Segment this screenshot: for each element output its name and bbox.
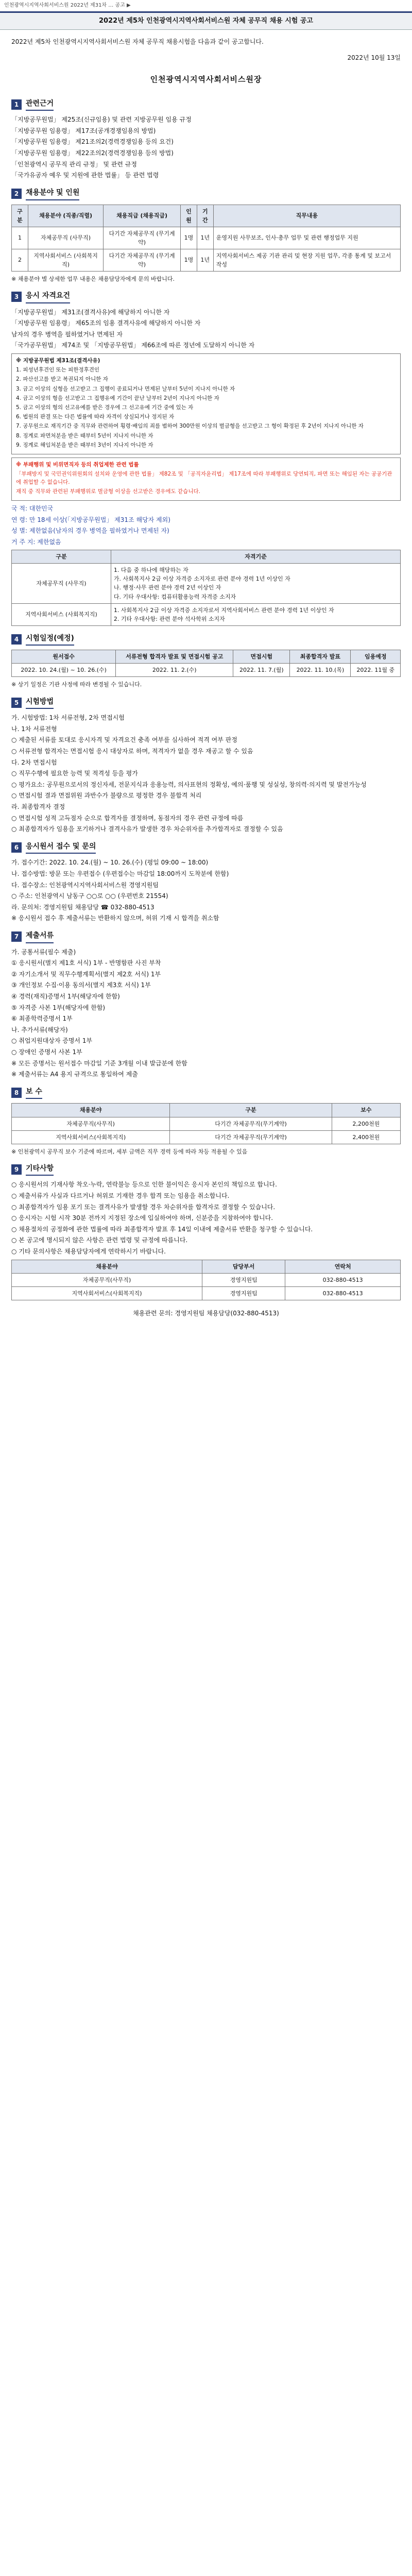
table-cell: 지역사회서비스 (사회복지직)	[12, 603, 111, 625]
table-cell: 1. 사회복지사 2급 이상 자격증 소지자로서 지역사회서비스 관련 분야 경력 1년 이상인 자 2. 기타 우대사항: 관련 분야 석사학위 소지자	[111, 603, 400, 625]
table-cell: 지역사회서비스(사회복지직)	[12, 1130, 170, 1144]
table-cell: 032-880-4513	[285, 1273, 401, 1286]
section-6-header: 6 응시원서 접수 및 문의	[11, 841, 401, 854]
section-2-header: 2 채용분야 및 인원	[11, 188, 401, 200]
list-item: ② 자기소개서 및 직무수행계획서(별지 제2호 서식) 1부	[11, 970, 161, 978]
list-item: ○ 면접시험 결과 면접위원 과반수가 불량으로 평정한 경우 불합격 처리	[11, 792, 202, 800]
list-item: ○ 응시원서의 기재사항 착오·누락, 연락불능 등으로 인한 불이익은 응시자 본인의 책임으로 합니다.	[11, 1181, 277, 1189]
table-cell: 1	[12, 227, 28, 249]
section-7-title: 제출서류	[26, 930, 54, 943]
list-item: 4. 금고 이상의 형을 선고받고 그 집행유예 기간이 끝난 날부터 2년이 지나지 아니한 자	[16, 395, 219, 401]
table-cell: 자체공무직 (사무직)	[28, 227, 103, 249]
section-9-title: 기타사항	[26, 1163, 54, 1176]
table-row	[12, 1130, 401, 1144]
table-row	[12, 227, 401, 249]
contact-table	[11, 1260, 401, 1300]
list-item: ○ 본 공고에 명시되지 않은 사항은 관련 법령 및 규정에 따릅니다.	[11, 1236, 188, 1244]
table-cell: 다기간 자체공무직(무기계약)	[170, 1117, 332, 1130]
table-header-cell: 담당부서	[202, 1260, 285, 1273]
section-6-list	[11, 858, 401, 923]
corruption-box	[11, 457, 401, 501]
list-item: 성 별: 제한없음(남자의 경우 병역을 필하였거나 면제된 자)	[11, 527, 169, 535]
list-item: ① 응시원서(별지 제1호 서식) 1부 - 반명함판 사진 부착	[11, 959, 161, 967]
table-cell: 운영지원 사무보조, 인사·총무 업무 및 관련 행정업무 지원	[213, 227, 400, 249]
agency-name: 인천광역시지역사회서비스원장	[150, 75, 262, 84]
list-item: 「지방공무원 임용령」 제65조의 임용 결격사유에 해당하지 아니한 자	[11, 319, 201, 327]
list-item: ○ 채용절차의 공정화에 관한 법률에 따라 최종합격자 발표 후 14일 이내에 제출서류 반환을 청구할 수 있습니다.	[11, 1225, 313, 1233]
table-header-cell: 채용분야 (직종/직렬)	[28, 205, 103, 227]
table-cell: 2,200천원	[332, 1117, 400, 1130]
list-item: ○ 제출된 서류를 토대로 응시자격 및 자격요건 충족 여부를 심사하여 적격 여부 판정	[11, 736, 237, 744]
table-cell: 032-880-4513	[285, 1286, 401, 1300]
recruitment-table	[11, 205, 401, 272]
list-item: 「인천광역시 공무직 관리 규정」 및 관련 규정	[11, 160, 137, 168]
list-item: 「지방공무원법」 제25조(신규임용) 및 관련 지방공무원 임용 규정	[11, 116, 192, 124]
table-cell: 1년	[197, 249, 213, 271]
table-cell: 1명	[180, 227, 197, 249]
table-cell: 2,400천원	[332, 1130, 400, 1144]
list-item: 재직 중 직무와 관련된 부패행위로 벌금형 이상을 선고받은 경우에도 같습니다.	[16, 488, 200, 495]
table-row	[12, 1273, 401, 1286]
list-item: ○ 직무수행에 필요한 능력 및 적격성 등을 평가	[11, 770, 138, 777]
section-9-header: 9 기타사항	[11, 1163, 401, 1176]
list-item: ○ 면접시험 성적 고득점자 순으로 합격자를 결정하며, 동점자의 경우 관련 규정에 따름	[11, 814, 244, 822]
list-item: ○ 최종합격자가 임용을 포기하거나 결격사유가 발생한 경우 차순위자를 추가합격자로 결정할 수 있음	[11, 825, 283, 833]
table-cell: 2022. 10. 24.(월) ~ 10. 26.(수)	[12, 664, 116, 677]
table-cell: 경영지원팀	[202, 1286, 285, 1300]
section-6-title: 응시원서 접수 및 문의	[26, 841, 96, 854]
list-item: ※ 응시원서 접수 후 제출서류는 반환하지 않으며, 허위 기재 시 합격을 취소함	[11, 914, 219, 922]
list-item: ⑤ 자격증 사본 1부(해당자에 한함)	[11, 1004, 106, 1011]
section-7-header: 7 제출서류	[11, 930, 401, 943]
list-item: ⑥ 최종학력증명서 1부	[11, 1015, 73, 1023]
section-4-header: 4 시험일정(예정)	[11, 633, 401, 646]
list-item: 1. 피성년후견인 또는 피한정후견인	[16, 367, 100, 374]
list-item: ○ 평가요소: 공무원으로서의 정신자세, 전문지식과 응용능력, 의사표현의 정확성, 예의·품행 및 성실성, 창의력·의지력 및 발전가능성	[11, 781, 367, 788]
list-item: 거 주 지: 제한없음	[11, 538, 61, 546]
table-header-cell: 자격기준	[111, 550, 400, 564]
section-3-extra	[11, 504, 401, 547]
table-row	[12, 1286, 401, 1300]
list-item: 3. 금고 이상의 실형을 선고받고 그 집행이 종료되거나 면제된 날부터 5년이 지나지 아니한 자	[16, 385, 235, 392]
list-item: ○ 응시자는 시험 시작 30분 전까지 지정된 장소에 입실하여야 하며, 신분증을 지참하여야 합니다.	[11, 1214, 273, 1222]
section-5-title: 시험방법	[26, 697, 54, 709]
table-row	[12, 1117, 401, 1130]
table-header-cell: 직무내용	[213, 205, 400, 227]
list-item: ○ 주소: 인천광역시 남동구 ○○로 ○○ (우편번호 21554)	[11, 892, 168, 900]
document-body	[0, 37, 412, 1318]
table-cell: 자체공무직 (사무직)	[12, 564, 111, 603]
table-header-cell: 연락처	[285, 1260, 401, 1273]
table-cell: 경영지원팀	[202, 1273, 285, 1286]
table-cell: 1명	[180, 249, 197, 271]
list-item: 「지방공무원 임용령」 제21조의2(경력경쟁임용 등의 요건)	[11, 138, 174, 146]
section-1-header: 1 관련근거	[11, 98, 401, 111]
disqualification-box	[11, 353, 401, 454]
list-item: 「부패방지 및 국민권익위원회의 설치와 운영에 관한 법률」 제82조 및 「공직자윤리법」 제17조에 따라 부패행위로 당연퇴직, 파면 또는 해임된 자는 공공기관에 취업할 수 없습니다.	[16, 471, 392, 485]
section-1-list	[11, 115, 401, 180]
table-header-cell: 채용분야	[12, 1260, 202, 1273]
list-item: 7. 공무원으로 재직기간 중 직무와 관련하여 횡령·배임의 죄를 범하여 300만원 이상의 벌금형을 선고받고 그 형이 확정된 후 2년이 지나지 아니한 자	[16, 423, 364, 430]
table-cell: 지역사회서비스 (사회복지직)	[28, 249, 103, 271]
section-7-list	[11, 947, 401, 1079]
banner-title: 2022년 제5차 인천광역시지역사회서비스원 자체 공무직 채용 시험 공고	[0, 11, 412, 30]
list-item: ○ 제출서류가 사실과 다르거나 허위로 기재한 경우 합격 또는 임용을 취소합니다.	[11, 1192, 230, 1199]
table-cell: 2022. 11월 중	[351, 664, 401, 677]
section-1-title: 관련근거	[26, 98, 54, 111]
list-item: 8. 징계로 파면처분을 받은 때부터 5년이 지나지 아니한 자	[16, 432, 153, 439]
table-cell: 다기간 자체공무직(무기계약)	[170, 1130, 332, 1144]
table-row	[12, 564, 401, 603]
list-item: 6. 법원의 판결 또는 다른 법률에 따라 자격이 상실되거나 정지된 자	[16, 414, 175, 420]
table-header-cell: 원서접수	[12, 650, 116, 664]
list-item: 9. 징계로 해임처분을 받은 때부터 3년이 지나지 아니한 자	[16, 442, 153, 448]
table-cell: 1년	[197, 227, 213, 249]
table-header-cell: 임용예정	[351, 650, 401, 664]
section-4-title: 시험일정(예정)	[26, 633, 74, 646]
table-cell: 2022. 11. 10.(목)	[290, 664, 351, 677]
qualification-table	[11, 550, 401, 625]
list-item: ○ 서류전형 합격자는 면접시험 응시 대상자로 하며, 적격자가 없을 경우 재공고 할 수 있음	[11, 747, 253, 755]
footer-text: 채용관련 문의: 경영지원팀 채용담당(032-880-4513)	[133, 1309, 279, 1317]
table-header-cell: 구분	[12, 205, 28, 227]
list-item: 「국가공무원법」 제74조 및 「지방공무원법」 제66조에 따른 정년에 도달하지 아니한 자	[11, 342, 255, 349]
salary-table	[11, 1103, 401, 1144]
table-header-cell: 구분	[12, 550, 111, 564]
table-header-cell: 보수	[332, 1104, 400, 1117]
list-item: 「지방공무원 임용령」 제22조의2(경력경쟁임용 등의 방법)	[11, 149, 174, 157]
list-item: 2. 파산선고를 받고 복권되지 아니한 자	[16, 376, 108, 383]
section-2-note: ※ 채용분야 별 상세한 업무 내용은 채용담당자에게 문의 바랍니다.	[11, 275, 175, 282]
list-item: 다. 2차 면접시험	[11, 758, 57, 766]
schedule-table	[11, 650, 401, 677]
list-item: ○ 장애인 증명서 사본 1부	[11, 1048, 82, 1056]
list-item: 「지방공무원법」 제31조(결격사유)에 해당하지 아니한 자	[11, 308, 170, 316]
list-item: ③ 개인정보 수집·이용 동의서(별지 제3호 서식) 1부	[11, 981, 151, 989]
corruption-box-title: ※ 부패행위 및 비위면직자 등의 취업제한 관련 법률	[16, 462, 139, 468]
section-8-title: 보 수	[26, 1087, 42, 1099]
table-cell: 2022. 11. 7.(월)	[233, 664, 290, 677]
list-item: 국 적: 대한민국	[11, 504, 54, 512]
list-item: 남자의 경우 병역을 필하였거나 면제된 자	[11, 330, 123, 338]
table-header-cell: 기간	[197, 205, 213, 227]
table-cell: 2	[12, 249, 28, 271]
list-item: 라. 문의처: 경영지원팀 채용담당 ☎ 032-880-4513	[11, 903, 154, 911]
table-cell: 지역사회서비스(사회복지직)	[12, 1286, 202, 1300]
table-row	[12, 603, 401, 625]
table-cell: 다기간 자체공무직 (무기계약)	[104, 227, 181, 249]
section-3-header: 3 응시 자격요건	[11, 291, 401, 303]
section-8-header: 8 보 수	[11, 1087, 401, 1099]
list-item: 「국가유공자 예우 및 지원에 관한 법률」 등 관련 법령	[11, 172, 159, 179]
section-5-list	[11, 713, 401, 834]
section-8-note: ※ 인천광역시 공무직 보수 기준에 따르며, 세부 금액은 직무 경력 등에 따라 차등 적용될 수 있음	[11, 1148, 248, 1155]
list-item: ④ 경력(재직)증명서 1부(해당자에 한함)	[11, 993, 120, 1001]
table-row	[12, 664, 401, 677]
list-item: 나. 접수방법: 방문 또는 우편접수 (우편접수는 마감일 18:00까지 도착분에 한함)	[11, 870, 229, 877]
list-item: ○ 최종합격자가 임용 포기 또는 결격사유가 발생할 경우 차순위자를 합격자로 결정할 수 있습니다.	[11, 1203, 276, 1211]
list-item: 가. 접수기간: 2022. 10. 24.(월) ~ 10. 26.(수) (평일 09:00 ~ 18:00)	[11, 859, 209, 867]
list-item: ○ 취업지원대상자 증명서 1부	[11, 1037, 93, 1045]
table-header-cell: 서류전형 합격자 발표 및 면접시험 공고	[116, 650, 233, 664]
table-cell: 지역사회서비스 제공 기관 관리 및 현장 지원 업무, 각종 통계 및 보고서 작성	[213, 249, 400, 271]
section-3-list	[11, 308, 401, 350]
table-row	[12, 249, 401, 271]
list-item: 나. 1차 서류전형	[11, 725, 57, 733]
announcement-date: 2022년 10월 13일	[347, 54, 401, 61]
table-header-cell: 최종합격자 발표	[290, 650, 351, 664]
table-header-cell: 인원	[180, 205, 197, 227]
list-item: ※ 모든 증명서는 원서접수 마감일 기준 3개월 이내 발급분에 한함	[11, 1059, 187, 1067]
section-4-note: ※ 상기 일정은 기관 사정에 따라 변경될 수 있습니다.	[11, 681, 142, 688]
disqualification-box-title: ※ 지방공무원법 제31조(결격사유)	[16, 357, 100, 364]
list-item: 나. 추가서류(해당자)	[11, 1026, 68, 1033]
list-item: ※ 제출서류는 A4 용지 규격으로 통일하여 제출	[11, 1071, 138, 1078]
section-2-title: 채용분야 및 인원	[26, 188, 79, 200]
list-item: 연 령: 만 18세 이상(「지방공무원법」 제31조 해당자 제외)	[11, 516, 170, 523]
table-cell: 1. 다음 중 하나에 해당하는 자 가. 사회복지사 2급 이상 자격증 소지자로 관련 분야 경력 1년 이상인 자 나. 행정·사무 관련 분야 경력 2년 이상인 자 다. 기타 우대사항: 컴퓨터활용능력 자격증 소지자	[111, 564, 400, 603]
list-item: ○ 기타 문의사항은 채용담당자에게 연락하시기 바랍니다.	[11, 1247, 166, 1255]
section-9-list	[11, 1180, 401, 1256]
table-cell: 자체공무직(사무직)	[12, 1273, 202, 1286]
list-item: 「지방공무원 임용령」 제17조(공개경쟁임용의 방법)	[11, 127, 156, 134]
list-item: 가. 시험방법: 1차 서류전형, 2차 면접시험	[11, 714, 125, 722]
intro-text: 2022년 제5차 인천광역시지역사회서비스원 자체 공무직 채용시험을 다음과 같이 공고합니다.	[11, 38, 264, 46]
list-item: 라. 최종합격자 결정	[11, 803, 65, 810]
table-header-cell: 면접시험	[233, 650, 290, 664]
list-item: 가. 공통서류(필수 제출)	[11, 948, 76, 956]
section-5-header: 5 시험방법	[11, 697, 401, 709]
list-item: 5. 금고 이상의 형의 선고유예를 받은 경우에 그 선고유예 기간 중에 있는 자	[16, 404, 194, 411]
table-header-cell: 구분	[170, 1104, 332, 1117]
table-cell: 자체공무직(사무직)	[12, 1117, 170, 1130]
table-header-cell: 채용분야	[12, 1104, 170, 1117]
table-cell: 2022. 11. 2.(수)	[116, 664, 233, 677]
header-line: 인천광역시지역사회서비스원 2022년 제31차 … 공고 ▶	[4, 3, 131, 8]
table-header-cell: 채용직급 (채용직급)	[104, 205, 181, 227]
list-item: 다. 접수장소: 인천광역시지역사회서비스원 경영지원팀	[11, 881, 159, 889]
section-3-title: 응시 자격요건	[26, 291, 70, 303]
table-cell: 다기간 자체공무직 (무기계약)	[104, 249, 181, 271]
